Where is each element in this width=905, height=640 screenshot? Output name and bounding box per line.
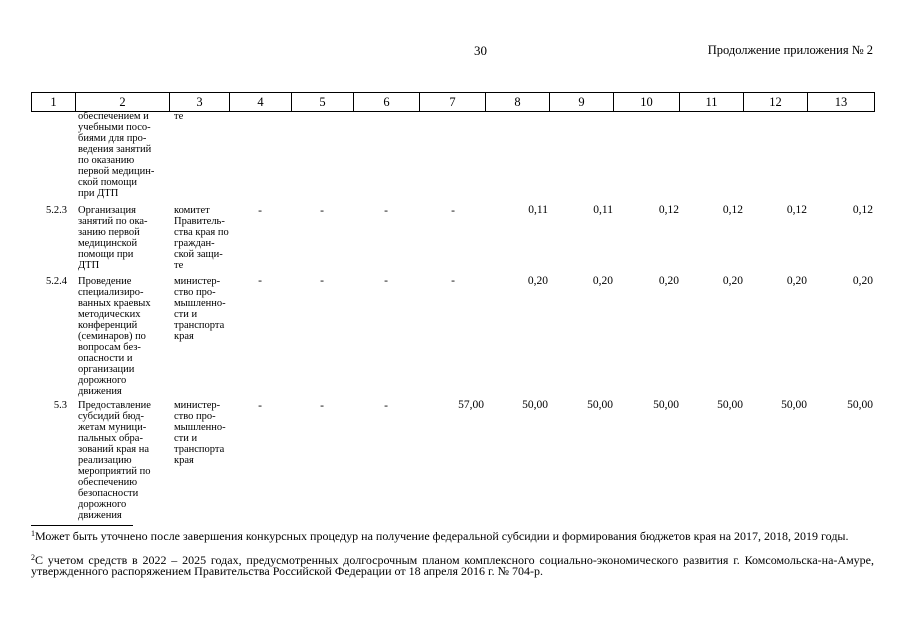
appendix-note: Продолжение приложения № 2 <box>707 43 873 57</box>
row-executor: те <box>174 111 184 122</box>
value-cell: 50,00 <box>847 399 873 411</box>
value-cell: - <box>320 205 324 217</box>
column-number: 6 <box>354 93 420 112</box>
value-cell: - <box>451 205 455 217</box>
column-number: 7 <box>420 93 486 112</box>
column-number: 8 <box>486 93 550 112</box>
value-cell: 57,00 <box>458 399 484 411</box>
value-cell: - <box>384 400 388 412</box>
value-cell: - <box>320 275 324 287</box>
value-cell: 0,12 <box>786 204 807 216</box>
column-number: 1 <box>32 93 76 112</box>
value-cell: 0,20 <box>722 275 743 287</box>
column-number: 13 <box>808 93 875 112</box>
column-number: 10 <box>614 93 680 112</box>
footnote-text: С учетом средств в 2022 – 2025 годах, предусмотренных долгосрочным планом комплексного социально-экономического развития г. Комсомольска-на-Амуре, утвержденного распоряжением Правительства Российской Федерации от 18 апреля 2016 г. № 704-р. <box>31 553 874 578</box>
row-title: Проведение специализиро- ванных краевых методических конференций (семинаров) по вопросам без- опасности и организации дорожного движения <box>78 276 151 397</box>
value-cell: 50,00 <box>522 399 548 411</box>
row-title: Организация занятий по ока- занию первой медицинской помощи при ДТП <box>78 205 148 271</box>
footnote-mark: 1 <box>31 529 35 538</box>
row-executor: комитет Правитель- ства края по граждан- ской защи- те <box>174 205 229 271</box>
value-cell: - <box>384 205 388 217</box>
column-number: 9 <box>550 93 614 112</box>
column-number: 2 <box>76 93 170 112</box>
row-number: 5.2.4 <box>46 276 67 287</box>
footnote-divider <box>31 525 133 526</box>
value-cell: 50,00 <box>781 399 807 411</box>
value-cell: 50,00 <box>587 399 613 411</box>
page-number: 30 <box>474 43 487 58</box>
column-number: 11 <box>680 93 744 112</box>
value-cell: - <box>258 275 262 287</box>
value-cell: - <box>258 205 262 217</box>
value-cell: - <box>384 275 388 287</box>
value-cell: - <box>451 275 455 287</box>
column-number-header <box>31 92 875 112</box>
row-title: Предоставление субсидий бюд- жетам муници- пальных обра- зований края на реализацию мероприятий по обеспечению безопасности дорожного движения <box>78 400 151 521</box>
value-cell: 0,20 <box>786 275 807 287</box>
value-cell: 0,20 <box>592 275 613 287</box>
row-executor: министер- ство про- мышленно- сти и транспорта края <box>174 276 226 342</box>
value-cell: - <box>258 400 262 412</box>
footnote-mark: 2 <box>31 553 35 562</box>
column-number: 3 <box>170 93 230 112</box>
row-title: обеспечением и учебными посо- биями для про- ведения занятий по оказанию первой медицин- ской помощи при ДТП <box>78 111 155 199</box>
value-cell: 50,00 <box>653 399 679 411</box>
footnote-2 <box>31 555 874 577</box>
value-cell: 0,11 <box>528 204 548 216</box>
row-number: 5.3 <box>53 400 67 411</box>
value-cell: 0,12 <box>658 204 679 216</box>
footnote-1 <box>31 531 874 542</box>
column-number: 12 <box>744 93 808 112</box>
value-cell: 0,20 <box>658 275 679 287</box>
value-cell: 0,12 <box>852 204 873 216</box>
row-number: 5.2.3 <box>46 205 67 216</box>
column-number: 5 <box>292 93 354 112</box>
value-cell: 0,20 <box>852 275 873 287</box>
row-executor: министер- ство про- мышленно- сти и транспорта края <box>174 400 226 466</box>
footnote-text: Может быть уточнено после завершения конкурсных процедур на получение федеральной субсидии и формирования бюджетов края на 2017, 2018, 2019 годы. <box>35 529 849 543</box>
value-cell: 0,20 <box>527 275 548 287</box>
value-cell: 0,12 <box>722 204 743 216</box>
value-cell: 50,00 <box>717 399 743 411</box>
column-number: 4 <box>230 93 292 112</box>
value-cell: - <box>320 400 324 412</box>
value-cell: 0,11 <box>593 204 613 216</box>
